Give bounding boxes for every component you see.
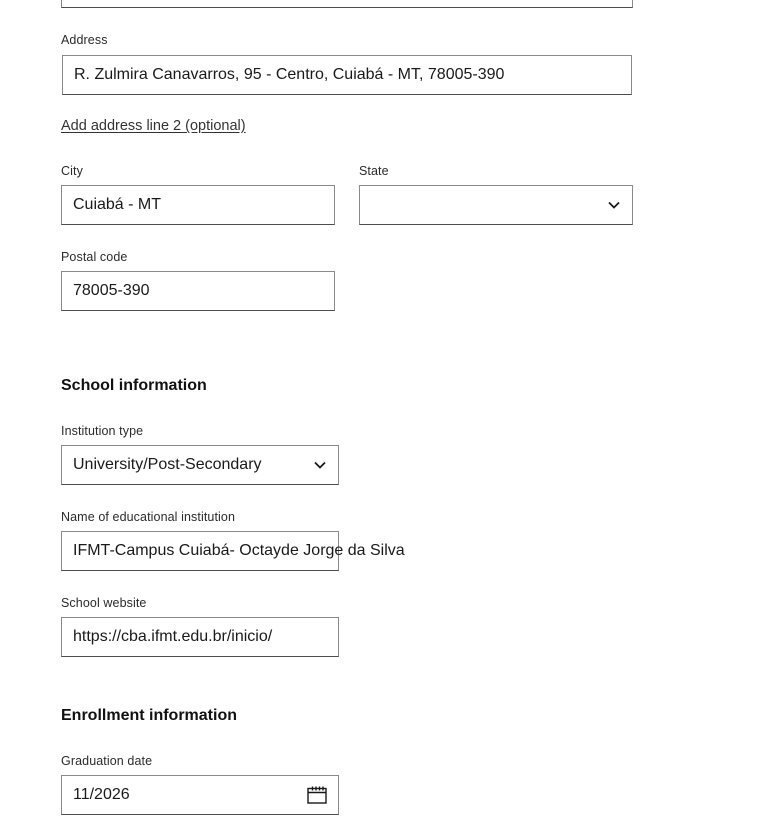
state-select[interactable] (359, 185, 633, 225)
add-address-line2-link[interactable]: Add address line 2 (optional) (61, 118, 246, 134)
city-value: Cuiabá - MT (73, 196, 162, 213)
city-input[interactable] (61, 185, 335, 225)
postal-code-input[interactable] (61, 271, 335, 311)
school-website-label: School website (61, 596, 147, 610)
institution-type-select[interactable] (61, 445, 339, 485)
school-website-value: https://cba.ifmt.edu.br/inicio/ (73, 628, 273, 645)
calendar-icon[interactable] (307, 785, 327, 805)
postal-code-value: 78005-390 (73, 282, 150, 299)
address-value: R. Zulmira Canavarros, 95 - Centro, Cuiabá - MT, 78005-390 (74, 66, 505, 83)
institution-name-value: IFMT-Campus Cuiabá- Octayde Jorge da Silva (73, 542, 405, 559)
state-label: State (359, 164, 389, 178)
chevron-down-icon (607, 198, 621, 212)
city-label: City (61, 164, 83, 178)
chevron-down-icon (313, 458, 327, 472)
enrollment-information-heading: Enrollment information (61, 707, 237, 724)
postal-code-label: Postal code (61, 250, 128, 264)
school-website-input[interactable] (61, 617, 339, 657)
address-label: Address (61, 33, 108, 47)
address-input[interactable] (62, 55, 632, 95)
previous-field[interactable] (61, 0, 633, 8)
graduation-date-label: Graduation date (61, 754, 153, 768)
institution-name-label: Name of educational institution (61, 510, 236, 524)
institution-name-input[interactable] (61, 531, 405, 571)
graduation-date-input[interactable] (61, 775, 339, 815)
institution-type-label: Institution type (61, 424, 144, 438)
graduation-date-value: 11/2026 (73, 786, 130, 803)
institution-type-value: University/Post-Secondary (73, 456, 262, 473)
school-information-heading: School information (61, 377, 207, 394)
